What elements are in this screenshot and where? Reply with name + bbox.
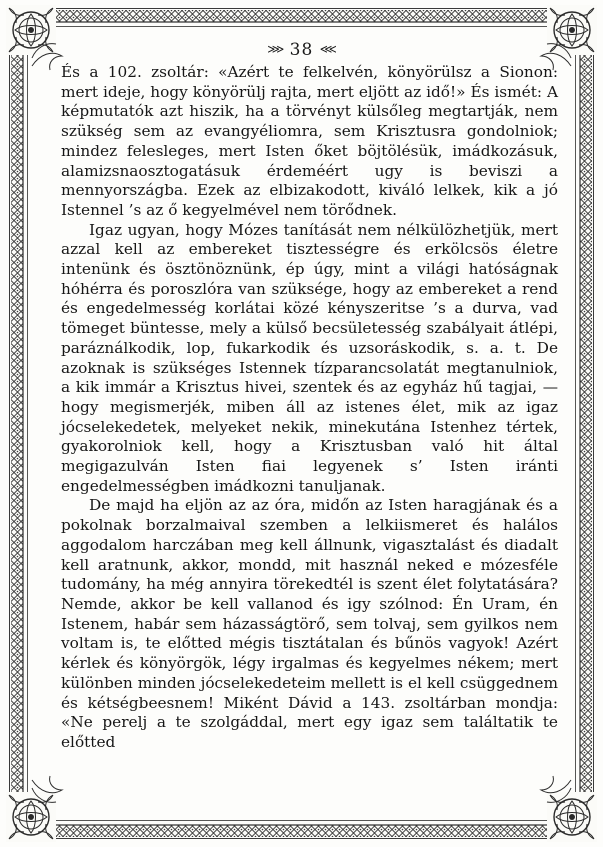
paragraph-2: Igaz ugyan, hogy Mózes tanítását nem nélkülözhetjük, mert azzal kell az embereket tisztességre és erkölcsös életre intenünk és ösztönöznünk, ép úgy, mint a világi hatóságnak hóhérra és poroszlóra van szüksége, hogy az embereket a rend és engedelmesség korlátai közé kényszeritse ’s a durva, vad tömeget büntesse, mely a külső becsületesség szabályait átlépi, paráználkodik, lop, fukarkodik és uzsoráskodik, s. a. t. De azoknak is szükséges Istennek tízparancsolatát megtanulniok, a kik immár a Krisztus hivei, szentek és az egyház hű tagjai, — hogy megismerjék, miben áll az istenes élet, mik az igaz jócselekedetek, melyeket nekik, minekutána Istenhez tértek, gyakorolniok kell, hogy a Krisztusban való hit által megigazulván Isten fiai legyenek s’ Isten iránti engedelmességben imádkozni tanuljanak.: [61, 220, 558, 495]
page-number-ornament-right: ⋘: [319, 42, 336, 56]
corner-ornament-bottom-right: [547, 792, 597, 842]
body-text: [61, 63, 558, 753]
page-number-value: 38: [289, 40, 314, 60]
paragraph-1: És a 102. zsoltár: «Azért te felkelvén, könyörülsz a Sionon: mert ideje, hogy könyörülj rajta, mert eljött az idő!» És ismét: A képmutatók azt hiszik, ha a törvényt külsőleg megtartják, nem szükség sem az evangyéliomra, sem Krisztusra gondolniok; mindez felesleges, mert Isten őket böjtölésük, imádkozásuk, alamizsnaosztogatásuk érdeméért ugy is beviszi a mennyországba. Ezek az elbizakodott, kiváló lelkek, kik a jó Istennel ’s az ő kegyelmével nem törődnek.: [61, 63, 558, 219]
page-number-ornament-left: ⋙: [267, 42, 284, 56]
page-number: [0, 40, 603, 60]
corner-ornament-bottom-left: [6, 792, 56, 842]
paragraph-3: De majd ha eljön az az óra, midőn az Isten haragjának és a pokolnak borzalmaival szemben a lelkiismeret és halálos aggodalom harczában meg kell állnunk, vigasztalást és diadalt kell aratnunk, akkor, mondd, mit használ neked e mózesféle tudomány, ha még annyira törekedtél is szent élet folytatására? Nemde, akkor be kell vallanod és igy szólnod: Én Uram, én Istenem, habár sem házasságtörő, sem tolvaj, sem gyilkos nem voltam is, te előtted mégis tisztátalan és bűnös vagyok! Azért kérlek és könyörgök, légy irgalmas és kegyelmes nékem; mert különben minden jócselekedeteim mellett is el kell csüggednem és kétségbeesnem! Miként Dávid a 143. zsoltárban mondja: «Ne perelj a te szolgáddal, mert egy igaz sem találtatik te előtted: [61, 496, 558, 751]
